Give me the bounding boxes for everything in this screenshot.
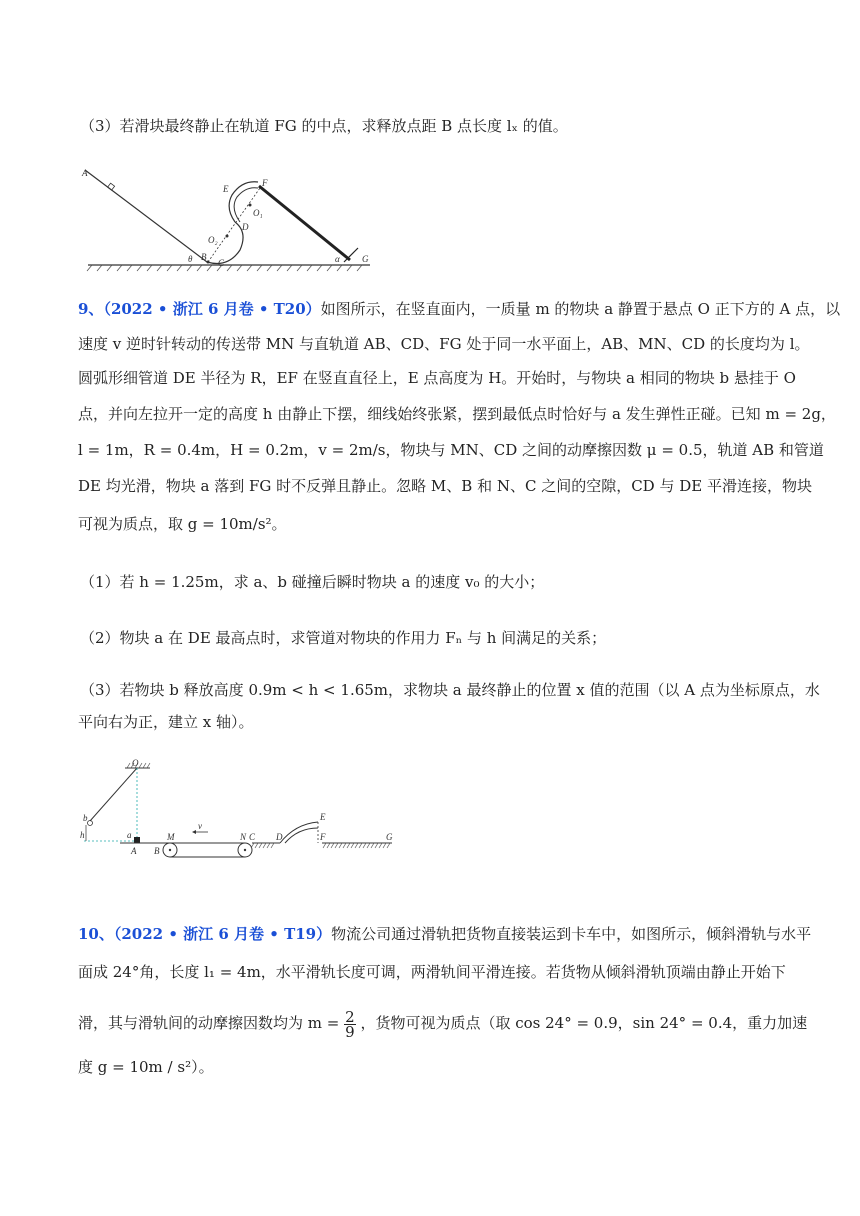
q9-part3-a: （3）若物块 b 释放高度 0.9m < h < 1.65m，求物块 a 最终静止的位置 x 值的范围（以 A 点为坐标原点，水 — [80, 681, 820, 699]
fig2-label-B: B — [154, 846, 160, 856]
fig1-label-F: F — [262, 178, 268, 188]
fig1-label-theta: θ — [188, 254, 193, 264]
fig2-label-C: C — [249, 832, 256, 842]
fig1-label-O1: O₁ — [253, 208, 263, 218]
fig2-label-O: O — [132, 758, 139, 768]
fig1-label-O2: O₂ — [208, 235, 218, 245]
q10-line-1 — [78, 924, 811, 944]
q9-source: （2022 • 浙江 6 月卷 • T20） — [103, 300, 321, 318]
fig2-label-v: v — [198, 821, 202, 831]
q9-number: 9、 — [78, 300, 104, 318]
fig1-label-C: C — [218, 258, 225, 268]
q10-line-3 — [78, 1008, 807, 1039]
fig2-label-F: F — [320, 832, 326, 842]
q9-line-5: l = 1m，R = 0.4m，H = 0.2m，v = 2m/s，物块与 MN、CD 之间的动摩擦因数 μ = 0.5，轨道 AB 和管道 — [78, 441, 824, 459]
fig1-label-D: D — [242, 222, 249, 232]
q10-text-3b: ，货物可视为质点（取 cos 24° = 0.9，sin 24° = 0.4，重力加速 — [360, 1014, 808, 1032]
q9-line-3: 圆弧形细管道 DE 半径为 R，EF 在竖直直径上，E 点高度为 H。开始时，与物块 a 相同的物块 b 悬挂于 O — [78, 369, 796, 387]
figure-incline-loop — [80, 150, 380, 275]
q9-line-4: 点，并向左拉开一定的高度 h 由静止下摆，细线始终张紧，摆到最低点时恰好与 a 发生弹性正碰。已知 m = 2g， — [78, 405, 836, 423]
fraction-numerator: 2 — [345, 1007, 355, 1026]
fig2-label-E: E — [320, 812, 326, 822]
q9-line-1 — [78, 299, 840, 319]
fig1-label-G: G — [362, 254, 369, 264]
fig2-label-b: b — [83, 813, 88, 823]
q9-text-1: 如图所示，在竖直面内，一质量 m 的物块 a 静置于悬点 O 正下方的 A 点，以 — [320, 300, 841, 318]
q10-text-1: 物流公司通过滑轨把货物直接装运到卡车中，如图所示，倾斜滑轨与水平 — [331, 925, 812, 943]
fraction-denominator: 9 — [345, 1022, 355, 1041]
fig1-label-E: E — [223, 184, 229, 194]
q10-line-4: 度 g = 10m / s²）。 — [78, 1058, 214, 1076]
fig2-label-a: a — [127, 830, 132, 840]
q10-text-3a: 滑，其与滑轨间的动摩擦因数均为 m = — [78, 1014, 340, 1032]
fig1-label-alpha: α — [335, 254, 340, 264]
fig1-label-A: A — [82, 168, 88, 178]
q9-part2: （2）物块 a 在 DE 最高点时，求管道对物块的作用力 Fₙ 与 h 间满足的关系； — [80, 629, 607, 647]
q9-line-7: 可视为质点，取 g = 10m/s²。 — [78, 515, 287, 533]
q9-line-6: DE 均光滑，物块 a 落到 FG 时不反弹且静止。忽略 M、B 和 N、C 之间的空隙，CD 与 DE 平滑连接，物块 — [78, 477, 812, 495]
q10-number: 10、 — [78, 925, 114, 943]
friction-fraction — [344, 1007, 356, 1041]
q10-line-2: 面成 24°角，长度 l₁ = 4m，水平滑轨长度可调，两滑轨间平滑连接。若货物从倾斜滑轨顶端由静止开始下 — [78, 963, 786, 981]
fig2-label-G: G — [386, 832, 393, 842]
fig2-label-D: D — [276, 832, 283, 842]
q10-source: （2022 • 浙江 6 月卷 • T19） — [113, 925, 332, 943]
q9-line-2: 速度 v 逆时针转动的传送带 MN 与直轨道 AB、CD、FG 处于同一水平面上，AB、MN、CD 的长度均为 l。 — [78, 335, 810, 353]
fig2-label-h: h — [80, 830, 85, 840]
figure-pendulum-conveyor — [80, 758, 400, 858]
fig2-label-A: A — [131, 846, 137, 856]
q9-part1: （1）若 h = 1.25m，求 a、b 碰撞后瞬时物块 a 的速度 v₀ 的大小； — [80, 573, 545, 591]
fig1-label-B: B — [201, 252, 207, 262]
q8-part3: （3）若滑块最终静止在轨道 FG 的中点，求释放点距 B 点长度 lₓ 的值。 — [80, 117, 568, 135]
fig2-label-N: N — [240, 832, 247, 842]
q9-part3-b: 平向右为正，建立 x 轴）。 — [78, 713, 254, 731]
fig2-label-M: M — [167, 832, 175, 842]
